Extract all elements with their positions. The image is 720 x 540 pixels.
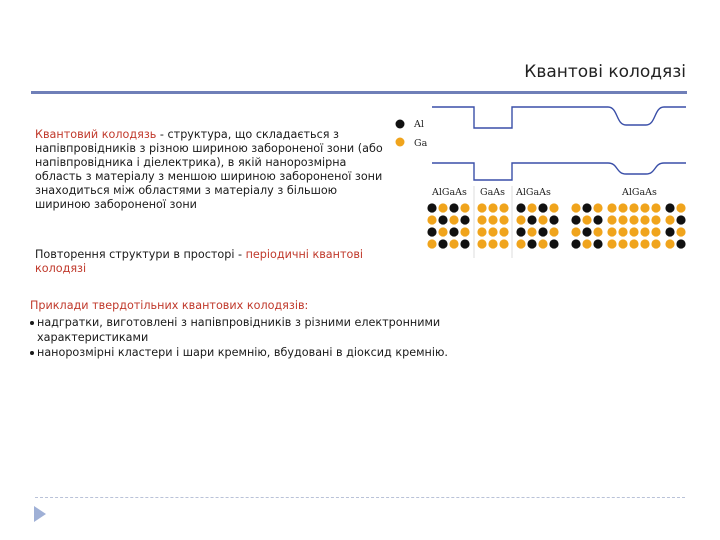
- ga-atom: [629, 227, 638, 236]
- ga-atom: [607, 203, 616, 212]
- al-atom: [582, 203, 591, 212]
- ga-atom: [571, 227, 580, 236]
- ga-atom: [499, 239, 508, 248]
- definition-text: - структура, що складається з напівпровідників з різною шириною забороненої зони (або напівпровідника і діелектрика), в якій нанорозмірна область з матеріалу з меншою шириною забороненої зони знаходиться між областями з матеріалу з більшою шириною забороненої зони: [35, 128, 383, 211]
- ga-atom: [640, 203, 649, 212]
- ga-atom: [665, 239, 674, 248]
- al-atom: [538, 203, 547, 212]
- ga-atom: [607, 239, 616, 248]
- ga-atom: [488, 227, 497, 236]
- ga-atom: [651, 215, 660, 224]
- play-icon[interactable]: [34, 506, 46, 522]
- ga-atom: [618, 203, 627, 212]
- ga-atom: [438, 227, 447, 236]
- ga-atom: [527, 227, 536, 236]
- al-atom: [438, 215, 447, 224]
- ga-atom: [676, 203, 685, 212]
- ga-atom: [499, 215, 508, 224]
- al-atom: [665, 203, 674, 212]
- ga-atom: [538, 215, 547, 224]
- ga-atom: [629, 239, 638, 248]
- examples-block: [30, 298, 520, 360]
- ga-atom: [582, 215, 591, 224]
- al-atom-legend-icon: [396, 120, 405, 129]
- ga-atom: [499, 203, 508, 212]
- ga-atom: [618, 239, 627, 248]
- ga-atom: [593, 227, 602, 236]
- periodic-text: Повторення структури в просторі -: [35, 248, 246, 261]
- conduction-band-smooth-line: [578, 107, 686, 125]
- ga-atom: [516, 215, 525, 224]
- al-atom: [665, 227, 674, 236]
- ga-atom: [629, 215, 638, 224]
- al-atom: [676, 239, 685, 248]
- al-atom: [571, 239, 580, 248]
- ga-atom: [488, 215, 497, 224]
- slide-title: Квантові колодязі: [524, 62, 686, 82]
- al-atom: [549, 239, 558, 248]
- region-label: AlGaAs: [516, 187, 551, 198]
- conduction-band-line: [432, 107, 578, 128]
- ga-atom: [449, 239, 458, 248]
- ga-atom: [488, 203, 497, 212]
- ga-atom: [593, 203, 602, 212]
- ga-atom-legend-icon: [396, 138, 405, 147]
- definition-term: Квантовий колодязь: [35, 128, 157, 141]
- periodic-term: періодичні квантові колодязі: [35, 248, 364, 275]
- ga-atom: [438, 203, 447, 212]
- al-atom: [549, 215, 558, 224]
- legend-al-label: Al: [414, 119, 424, 130]
- al-atom: [593, 239, 602, 248]
- al-atom: [449, 227, 458, 236]
- ga-atom: [427, 215, 436, 224]
- ga-atom: [640, 215, 649, 224]
- examples-heading: Приклади твердотільних квантових колодязів:: [30, 299, 309, 312]
- al-atom: [582, 227, 591, 236]
- example-item: надгратки, виготовлені з напівпровідників з різними електронними характеристиками: [30, 315, 520, 345]
- ga-atom: [651, 203, 660, 212]
- ga-atom: [488, 239, 497, 248]
- al-atom: [449, 203, 458, 212]
- al-atom: [538, 227, 547, 236]
- quantum-well-diagram: [386, 96, 690, 260]
- ga-atom: [651, 227, 660, 236]
- footer-divider: [35, 497, 685, 498]
- ga-atom: [477, 227, 486, 236]
- ga-atom: [629, 203, 638, 212]
- ga-atom: [676, 227, 685, 236]
- ga-atom: [449, 215, 458, 224]
- ga-atom: [460, 203, 469, 212]
- ga-atom: [538, 239, 547, 248]
- al-atom: [527, 215, 536, 224]
- ga-atom: [607, 215, 616, 224]
- ga-atom: [477, 239, 486, 248]
- al-atom: [460, 215, 469, 224]
- legend-ga-label: Ga: [414, 138, 428, 149]
- ga-atom: [607, 227, 616, 236]
- al-atom: [571, 215, 580, 224]
- valence-band-smooth-line: [578, 163, 686, 174]
- al-atom: [460, 239, 469, 248]
- valence-band-line: [432, 163, 578, 180]
- ga-atom: [549, 227, 558, 236]
- al-atom: [527, 239, 536, 248]
- region-label: GaAs: [480, 187, 505, 198]
- quantum-well-figure: [386, 96, 690, 260]
- ga-atom: [477, 203, 486, 212]
- ga-atom: [477, 215, 486, 224]
- ga-atom: [665, 215, 674, 224]
- region-label: AlGaAs: [432, 187, 467, 198]
- ga-atom: [651, 239, 660, 248]
- ga-atom: [516, 239, 525, 248]
- al-atom: [427, 227, 436, 236]
- periodic-paragraph: [35, 248, 415, 276]
- al-atom: [516, 203, 525, 212]
- example-item: нанорозмірні кластери і шари кремнію, вбудовані в діоксид кремнію.: [30, 345, 520, 360]
- atom-lattice: [427, 203, 685, 248]
- ga-atom: [640, 227, 649, 236]
- al-atom: [516, 227, 525, 236]
- region-label: AlGaAs: [622, 187, 657, 198]
- ga-atom: [427, 239, 436, 248]
- ga-atom: [499, 227, 508, 236]
- ga-atom: [618, 227, 627, 236]
- al-atom: [593, 215, 602, 224]
- ga-atom: [549, 203, 558, 212]
- al-atom: [427, 203, 436, 212]
- ga-atom: [460, 227, 469, 236]
- ga-atom: [527, 203, 536, 212]
- title-divider: [31, 91, 687, 94]
- ga-atom: [571, 203, 580, 212]
- ga-atom: [640, 239, 649, 248]
- al-atom: [438, 239, 447, 248]
- al-atom: [676, 215, 685, 224]
- definition-paragraph: [35, 128, 385, 212]
- ga-atom: [618, 215, 627, 224]
- ga-atom: [582, 239, 591, 248]
